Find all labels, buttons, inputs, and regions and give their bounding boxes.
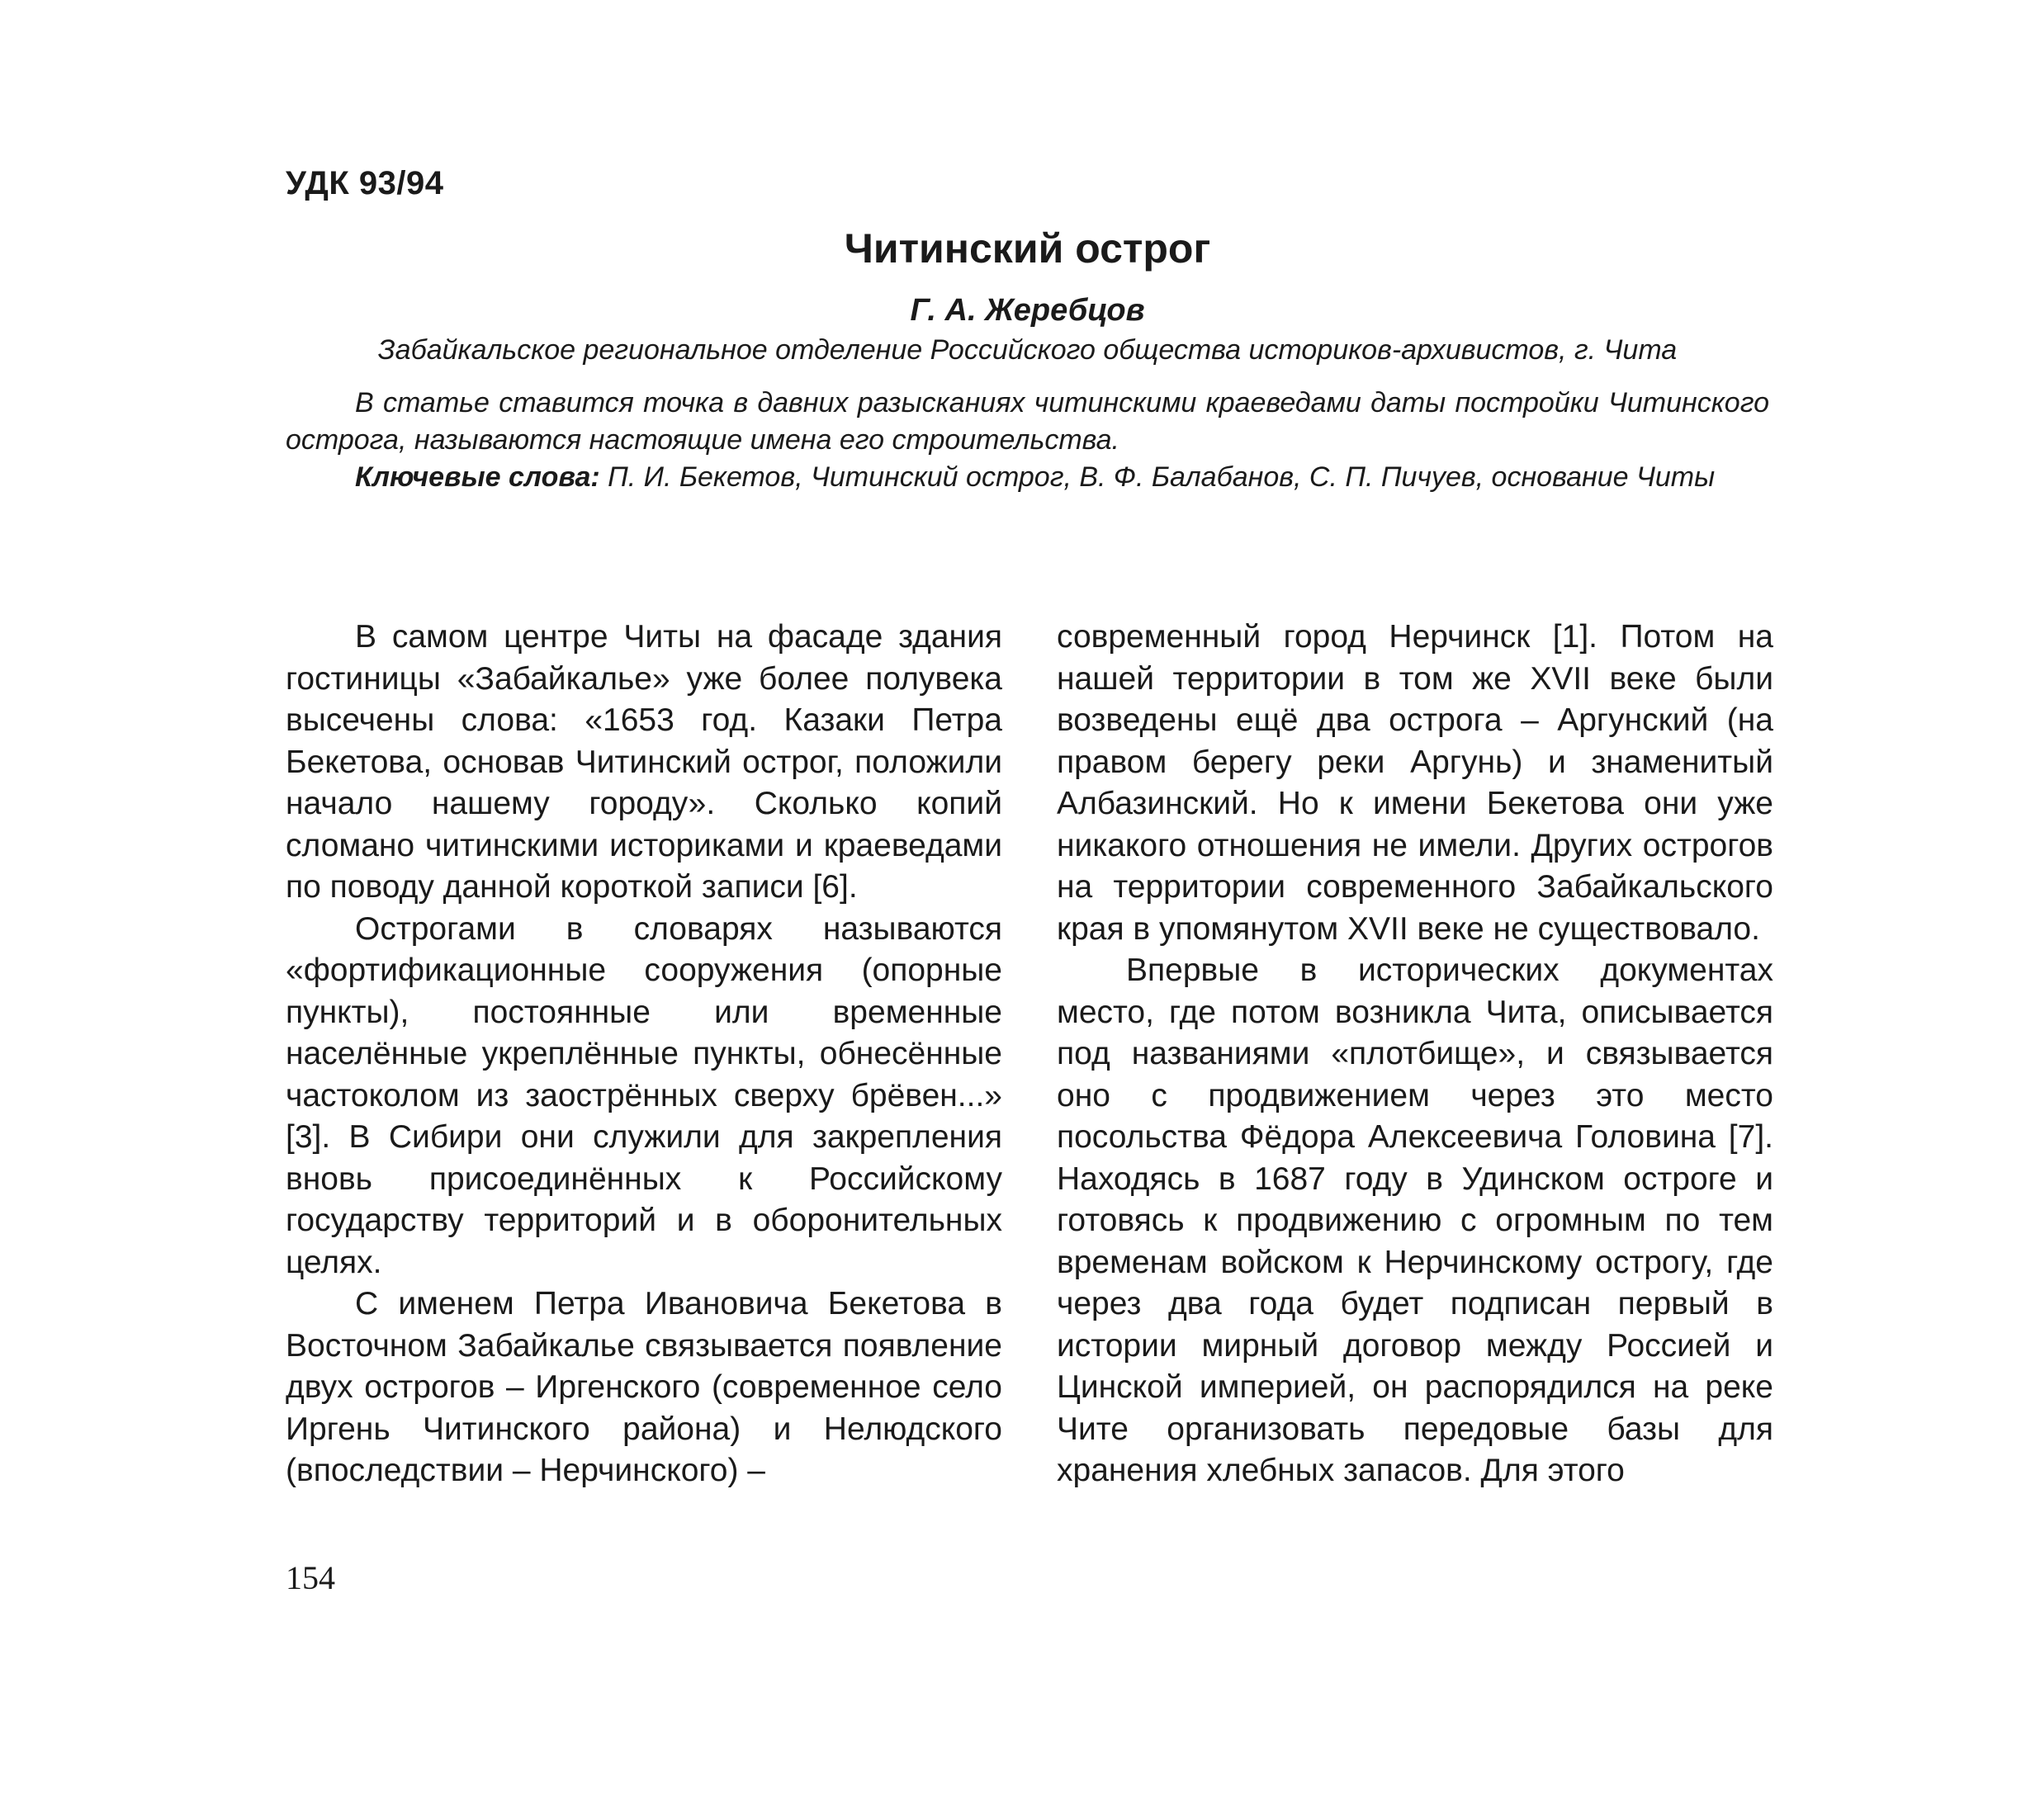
author-name: Г. А. Жеребцов: [910, 293, 1145, 328]
paragraph: С именем Петра Ивановича Бекетова в Восточном Забайкалье связывается появление двух острогов – Иргенского (современное село Иргень Читинского района) и Нелюдского (впоследствии – Нерчинского) –: [286, 1286, 1002, 1488]
article-title: Читинский острог: [844, 225, 1211, 272]
keywords: [286, 459, 1769, 496]
paragraph-continuation: современный город Нерчинск [1]. Потом на нашей территории в том же XVII веке были возведены ещё два острога – Аргунский (на правом берегу реки Аргунь) и знаменитый Албазинский. Но к имени Бекетова они уже никакого отношения не имели. Других острогов на территории современного Забайкальского края в упомянутом XVII веке не существовало.: [1057, 619, 1773, 947]
paragraph: В самом центре Читы на фасаде здания гостиницы «Забайкалье» уже более полувека высечены слова: «1653 год. Казаки Петра Бекетова, основав Читинский острог, положили начало нашему городу». Сколько копий сломано читинскими историками и краеведами по поводу данной короткой записи [6].: [286, 619, 1002, 905]
keywords-list: П. И. Бекетов, Читинский острог, В. Ф. Балабанов, С. П. Пичуев, основание Читы: [599, 461, 1716, 493]
keywords-label: Ключевые слова:: [355, 461, 600, 493]
paragraph: Впервые в исторических документах место, где потом возникла Чита, описывается под названиями «плотбище», и связывается оно с продвижением через это место посольства Фёдора Алексеевича Головина [7]. Находясь в 1687 году в Удинском остроге и готовясь к продвижению с огромным по тем временам войском к Нерчинскому острогу, где через два года будет подписан первый в истории мирный договор между Россией и Цинской империей, он распорядился на реке Чите организовать передовые базы для хранения хлебных запасов. Для этого: [1057, 953, 1773, 1488]
abstract-text: В статье ставится точка в давних разысканиях читинскими краеведами даты постройки Читинского острога, называются настоящие имена его строительства.: [286, 387, 1769, 456]
udc-code: УДК 93/94: [286, 165, 444, 201]
author-affiliation: Забайкальское региональное отделение Российского общества историков-архивистов, г. Чита: [377, 334, 1678, 366]
body-column-right: [1057, 617, 1773, 1492]
body-column-left: [286, 617, 1002, 1492]
page-number: 154: [286, 1559, 335, 1596]
abstract: [286, 385, 1769, 496]
paragraph: Острогами в словарях называются «фортификационные сооружения (опорные пункты), постоянные или временные населённые укреплённые пункты, обнесённые частоколом из заострённых сверху брёвен...» [3]. В Сибири они служили для закрепления вновь присоединённых к Российскому государству территорий и в оборонительных целях.: [286, 910, 1002, 1280]
